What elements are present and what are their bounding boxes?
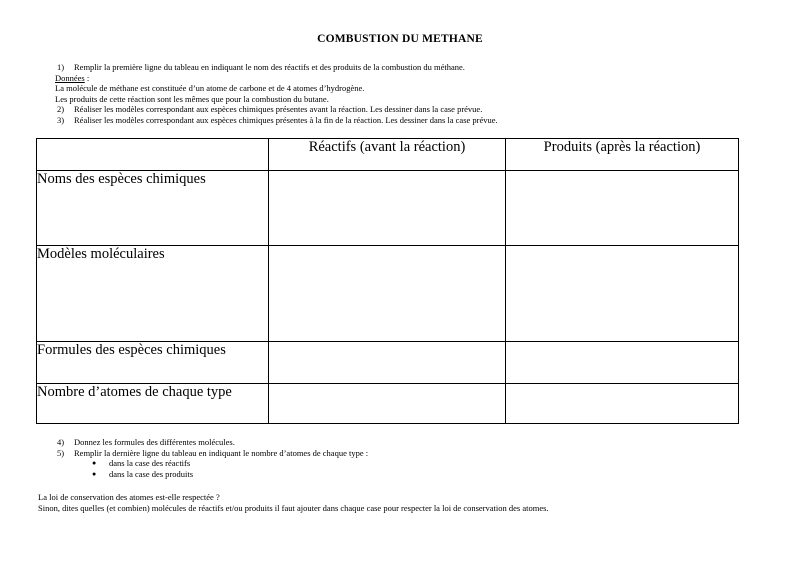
cell-modeles-produits — [506, 246, 739, 342]
bullet-item-produits — [92, 469, 675, 480]
bullet-icon: ● — [92, 469, 97, 478]
instruction-item-1 — [55, 62, 675, 73]
instruction-item-2-text: Réaliser les modèles correspondant aux espèces chimiques présentes avant la réaction. Les dessiner dans la case prévue. — [74, 104, 483, 115]
row-label-modeles: Modèles moléculaires — [37, 246, 269, 342]
bullet-item-reactifs — [92, 458, 675, 469]
instructions-block — [55, 62, 675, 126]
donnees-colon: : — [84, 72, 90, 83]
task-item-5 — [55, 448, 675, 459]
bullet-icon: ● — [92, 459, 97, 468]
task-item-4-number: 4) — [57, 437, 65, 447]
donnees-line — [55, 73, 675, 84]
instruction-item-1-number: 1) — [57, 62, 65, 72]
instruction-item-1-text: Remplir la première ligne du tableau en indiquant le nom des réactifs et des produits de la combustion du méthane. — [74, 62, 465, 72]
reactifs-header: Réactifs (avant la réaction) — [269, 139, 506, 171]
cell-nombre-produits — [506, 384, 739, 424]
instruction-item-3-number: 3) — [57, 114, 65, 125]
page-title: COMBUSTION DU METHANE — [317, 33, 483, 45]
table-row-noms — [37, 171, 739, 246]
task-item-4 — [55, 437, 675, 448]
task-item-4-text: Donnez les formules des différentes molécules. — [74, 437, 235, 447]
row-label-formules: Formules des espèces chimiques — [37, 342, 269, 384]
worksheet-table — [36, 138, 739, 424]
produits-header: Produits (après la réaction) — [506, 139, 739, 171]
cell-noms-reactifs — [269, 171, 506, 246]
instruction-item-2-number: 2) — [57, 104, 65, 115]
row-label-nombre: Nombre d’atomes de chaque type — [37, 384, 269, 424]
table-row-nombre — [37, 384, 739, 424]
conservation-note: Sinon, dites quelles (et combien) molécules de réactifs et/ou produits il faut ajouter dans chaque case pour respecter la loi de conservation des atomes. — [38, 502, 549, 513]
instruction-item-3-text: Réaliser les modèles correspondant aux espèces chimiques présentes à la fin de la réaction. Les dessiner dans la case prévue. — [74, 114, 498, 125]
instruction-item-2 — [55, 104, 675, 115]
cell-nombre-reactifs — [269, 384, 506, 424]
conservation-block — [38, 492, 748, 513]
table-corner-cell — [37, 139, 269, 171]
cell-formules-reactifs — [269, 342, 506, 384]
donnees-label: Données — [55, 72, 85, 83]
row-label-noms: Noms des espèces chimiques — [37, 171, 269, 246]
cell-formules-produits — [506, 342, 739, 384]
tasks-block — [55, 437, 675, 479]
cell-modeles-reactifs — [269, 246, 506, 342]
task-item-5-number: 5) — [57, 447, 65, 458]
table-header-row — [37, 139, 739, 171]
table-row-modeles — [37, 246, 739, 342]
bullet-item-reactifs-text: dans la case des réactifs — [109, 458, 191, 469]
conservation-question: La loi de conservation des atomes est-elle respectée ? — [38, 492, 220, 502]
bullet-item-produits-text: dans la case des produits — [109, 468, 194, 479]
instruction-item-3 — [55, 115, 675, 126]
data-line-methane: La molécule de méthane est constituée d’un atome de carbone et de 4 atomes d’hydrogène. — [55, 83, 365, 94]
task-item-5-text: Remplir la dernière ligne du tableau en indiquant le nombre d’atomes de chaque type : — [74, 447, 369, 458]
table-row-formules — [37, 342, 739, 384]
data-line-produits: Les produits de cette réaction sont les mêmes que pour la combustion du butane. — [55, 93, 329, 104]
cell-noms-produits — [506, 171, 739, 246]
